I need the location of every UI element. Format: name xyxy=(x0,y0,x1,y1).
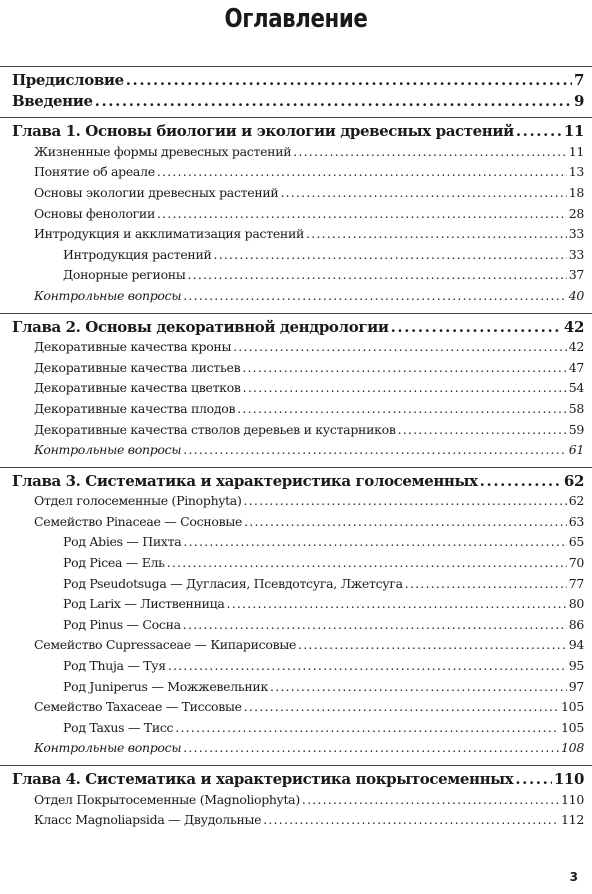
toc-entry[interactable] xyxy=(0,162,584,183)
toc-dot-leader xyxy=(263,810,559,831)
toc-entry-title: Глава 2. Основы декоративной дендрологии xyxy=(12,317,389,336)
toc-entry-page: 108 xyxy=(561,740,584,756)
page-number: 3 xyxy=(569,870,578,884)
toc-dot-leader xyxy=(183,532,566,553)
toc-entry-page: 86 xyxy=(568,616,584,632)
toc-entry-title: Предисловие xyxy=(12,71,124,89)
toc-entry-page: 62 xyxy=(568,493,584,509)
toc-chapter-entry[interactable] xyxy=(0,769,584,790)
toc-dot-leader xyxy=(183,738,559,759)
toc-entry[interactable] xyxy=(0,265,584,286)
toc-entry-page: 110 xyxy=(553,770,584,788)
toc-entry[interactable] xyxy=(0,615,584,636)
toc-entry-page: 110 xyxy=(561,791,584,807)
toc-entry-page: 61 xyxy=(568,442,584,458)
toc-entry-title: Интродукция растений xyxy=(63,246,212,262)
toc-dot-leader xyxy=(183,615,567,636)
page-title: Оглавление xyxy=(224,4,368,34)
toc-dot-leader xyxy=(175,718,559,739)
toc-entry-title: Отдел голосеменные (Pinophyta) xyxy=(34,493,242,509)
toc-entry-page: 13 xyxy=(568,164,584,180)
toc-entry[interactable] xyxy=(0,183,584,204)
toc-entry-page: 65 xyxy=(568,534,584,550)
toc-entry-title: Жизненные формы древесных растений xyxy=(34,143,292,159)
toc-entry-page: 33 xyxy=(568,226,584,242)
toc-dot-leader xyxy=(126,70,572,91)
toc-entry-title: Донорные регионы xyxy=(63,267,186,283)
toc-entry[interactable] xyxy=(0,738,584,759)
toc-entry-page: 47 xyxy=(568,359,584,375)
toc-entry-page: 97 xyxy=(568,678,584,694)
toc-entry-page: 80 xyxy=(568,596,584,612)
table-of-contents xyxy=(0,66,592,831)
toc-dot-leader xyxy=(302,790,559,811)
toc-entry-page: 58 xyxy=(568,400,584,416)
toc-entry-title: Род Pinus — Сосна xyxy=(63,616,181,632)
toc-dot-leader xyxy=(516,121,562,142)
toc-entry[interactable] xyxy=(0,810,584,831)
toc-dot-leader xyxy=(183,440,566,461)
toc-chapter-entry[interactable] xyxy=(0,471,584,492)
toc-entry-title: Род Pseudotsuga — Дугласия, Псевдотсуга, Лжетсуга xyxy=(63,575,403,591)
toc-entry[interactable] xyxy=(0,378,584,399)
toc-entry[interactable] xyxy=(0,491,584,512)
toc-entry-title: Декоративные качества кроны xyxy=(34,339,232,355)
toc-entry[interactable] xyxy=(0,245,584,266)
toc-entry[interactable] xyxy=(0,440,584,461)
toc-entry-page: 94 xyxy=(568,637,584,653)
toc-entry-page: 112 xyxy=(561,812,584,828)
toc-entry[interactable] xyxy=(0,635,584,656)
toc-dot-leader xyxy=(183,286,566,307)
toc-entry[interactable] xyxy=(0,204,584,225)
toc-entry-title: Семейство Pinaceae — Сосновые xyxy=(34,513,243,529)
toc-dot-leader xyxy=(244,697,559,718)
toc-group xyxy=(0,467,592,759)
toc-dot-leader xyxy=(398,420,567,441)
toc-entry[interactable] xyxy=(0,399,584,420)
toc-entry-title: Декоративные качества стволов деревьев и кустарников xyxy=(34,421,396,437)
toc-dot-leader xyxy=(306,224,567,245)
toc-entry[interactable] xyxy=(0,532,584,553)
toc-entry-title: Контрольные вопросы xyxy=(34,740,182,756)
toc-dot-leader xyxy=(167,553,567,574)
toc-dot-leader xyxy=(244,512,567,533)
toc-dot-leader xyxy=(227,594,567,615)
toc-dot-leader xyxy=(405,574,567,595)
toc-group xyxy=(0,66,592,111)
toc-entry-title: Род Abies — Пихта xyxy=(63,534,182,550)
toc-dot-leader xyxy=(391,317,562,338)
toc-entry[interactable] xyxy=(0,224,584,245)
toc-entry-title: Контрольные вопросы xyxy=(34,442,182,458)
toc-entry[interactable] xyxy=(0,594,584,615)
toc-chapter-entry[interactable] xyxy=(0,91,584,112)
toc-dot-leader xyxy=(480,471,562,492)
toc-entry[interactable] xyxy=(0,337,584,358)
toc-entry[interactable] xyxy=(0,512,584,533)
toc-entry[interactable] xyxy=(0,574,584,595)
toc-entry[interactable] xyxy=(0,420,584,441)
toc-entry-page: 70 xyxy=(568,555,584,571)
toc-entry-title: Род Larix — Лиственница xyxy=(63,596,225,612)
toc-dot-leader xyxy=(244,491,567,512)
toc-entry-page: 105 xyxy=(561,719,584,735)
toc-entry-page: 63 xyxy=(568,513,584,529)
toc-entry-title: Контрольные вопросы xyxy=(34,287,182,303)
toc-dot-leader xyxy=(187,265,566,286)
toc-group xyxy=(0,765,592,831)
toc-entry-title: Класс Magnoliapsida — Двудольные xyxy=(34,812,262,828)
toc-entry-title: Понятие об ареале xyxy=(34,164,155,180)
toc-entry[interactable] xyxy=(0,697,584,718)
toc-dot-leader xyxy=(157,204,567,225)
toc-entry-page: 9 xyxy=(573,91,584,110)
toc-dot-leader xyxy=(298,635,567,656)
toc-group xyxy=(0,117,592,306)
toc-dot-leader xyxy=(233,337,567,358)
toc-chapter-entry[interactable] xyxy=(0,317,584,338)
toc-dot-leader xyxy=(237,399,566,420)
toc-entry-title: Род Picea — Ель xyxy=(63,555,165,571)
toc-entry-title: Род Thuja — Туя xyxy=(63,658,166,674)
toc-entry[interactable] xyxy=(0,142,584,163)
toc-entry-page: 95 xyxy=(568,658,584,674)
toc-group xyxy=(0,313,592,461)
toc-dot-leader xyxy=(214,245,567,266)
toc-entry[interactable] xyxy=(0,790,584,811)
toc-chapter-entry[interactable] xyxy=(0,70,584,91)
toc-entry[interactable] xyxy=(0,718,584,739)
toc-entry-title: Интродукция и акклиматизация растений xyxy=(34,226,305,242)
toc-entry-page: 33 xyxy=(568,246,584,262)
toc-entry[interactable] xyxy=(0,358,584,379)
toc-dot-leader xyxy=(270,677,567,698)
toc-entry-title: Декоративные качества листьев xyxy=(34,359,241,375)
toc-entry-title: Семейство Cupressaceae — Кипарисовые xyxy=(34,637,297,653)
toc-entry-page: 77 xyxy=(568,575,584,591)
toc-dot-leader xyxy=(242,358,566,379)
toc-entry-title: Декоративные качества плодов xyxy=(34,400,236,416)
toc-entry-page: 42 xyxy=(568,339,584,355)
toc-dot-leader xyxy=(515,769,552,790)
toc-entry-page: 54 xyxy=(568,380,584,396)
toc-entry-page: 62 xyxy=(563,471,584,490)
toc-dot-leader xyxy=(95,91,572,112)
toc-dot-leader xyxy=(280,183,566,204)
toc-entry-title: Род Taxus — Тисс xyxy=(63,719,174,735)
toc-entry-page: 28 xyxy=(568,205,584,221)
toc-entry-page: 37 xyxy=(568,267,584,283)
toc-entry[interactable] xyxy=(0,553,584,574)
toc-entry-page: 11 xyxy=(563,122,584,141)
toc-chapter-entry[interactable] xyxy=(0,121,584,142)
toc-dot-leader xyxy=(168,656,567,677)
toc-entry-page: 11 xyxy=(568,143,584,159)
toc-dot-leader xyxy=(157,162,567,183)
toc-entry[interactable] xyxy=(0,656,584,677)
toc-entry-page: 59 xyxy=(568,421,584,437)
toc-entry-page: 42 xyxy=(563,317,584,336)
toc-entry-title: Основы фенологии xyxy=(34,205,155,221)
toc-entry-title: Глава 3. Систематика и характеристика голосеменных xyxy=(12,471,478,490)
toc-entry[interactable] xyxy=(0,677,584,698)
toc-entry-title: Глава 1. Основы биологии и экологии древесных растений xyxy=(12,122,514,141)
toc-entry-page: 40 xyxy=(568,287,584,303)
toc-entry-page: 7 xyxy=(573,71,584,89)
toc-entry[interactable] xyxy=(0,286,584,307)
toc-entry-title: Введение xyxy=(12,91,93,110)
toc-entry-title: Род Juniperus — Можжевельник xyxy=(63,678,268,694)
toc-entry-title: Семейство Taxaceae — Тиссовые xyxy=(34,699,242,715)
toc-entry-page: 18 xyxy=(568,184,584,200)
toc-dot-leader xyxy=(243,378,567,399)
toc-entry-title: Основы экологии древесных растений xyxy=(34,184,279,200)
toc-entry-title: Отдел Покрытосеменные (Magnoliophyta) xyxy=(34,791,300,807)
toc-entry-page: 105 xyxy=(561,699,584,715)
toc-entry-title: Глава 4. Систематика и характеристика покрытосеменных xyxy=(12,770,514,788)
toc-entry-title: Декоративные качества цветков xyxy=(34,380,241,396)
toc-dot-leader xyxy=(293,142,566,163)
